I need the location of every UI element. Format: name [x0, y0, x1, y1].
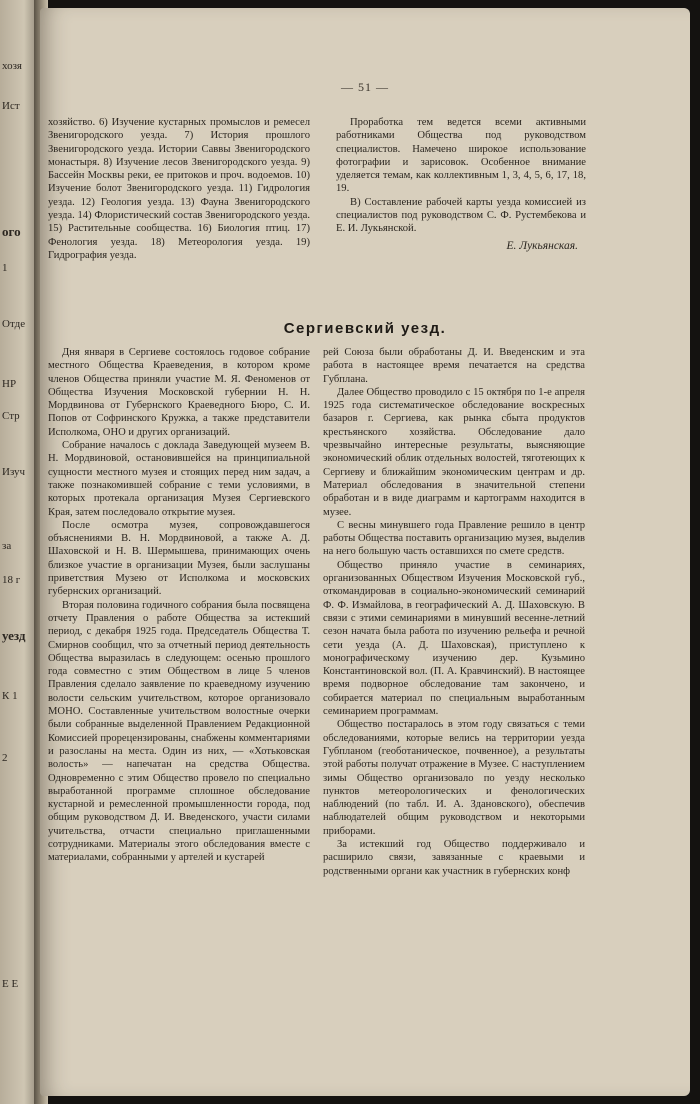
margin-fragment: за — [2, 540, 12, 552]
paragraph: В) Составление рабочей карты уезда комиссией из специалистов под руководством С. Ф. Рустембекова и Е. И. Лукьянской. — [336, 196, 586, 235]
page-number: — 51 — — [341, 80, 389, 94]
left-column — [48, 346, 310, 865]
top-left-column — [48, 116, 310, 262]
paragraph: рей Союза были обработаны Д. И. Введенским и эта работа в настоящее время печатается на средства Губплана. — [323, 347, 585, 385]
book-page — [40, 8, 690, 1096]
paragraph: Собрание началось с доклада Заведующей музеем В. Н. Мордвиновой, остановившейся на принципиальной сущности местного музея и стоящих перед ним задач, а также познакомившей собрание с теми условиями, в которых протекала организация Музея Сергиевского Края, затем последовало открытие музея. — [48, 440, 310, 518]
margin-fragment: Изуч — [2, 466, 26, 478]
margin-fragment: Отде — [2, 318, 26, 330]
margin-fragment: Ист — [2, 100, 20, 112]
paragraph: За истекший год Общество поддерживало и расширило связи, завязанные с краевыми и родственными органи как участник в губернских конф — [323, 838, 585, 877]
margin-fragment: 2 — [2, 752, 8, 764]
paragraph: С весны минувшего года Правление решило в центр работы Общества поставить организацию музея, выделив на него большую часть оставшихся по смете средств. — [323, 519, 585, 558]
paragraph: Дня января в Сергиеве состоялось годовое собрание местного Общества Краеведения, в котором кроме членов Общества приняли участие М. Я. Феноменов от Общества Изучения Московской губернии Н. Н. Мордвинова от Губернского Краеведного Бюро, С. И. Попов от Софринского Кружка, а также представители Исполкома, ОНО и других организаций. — [48, 347, 310, 438]
margin-fragment: ого — [2, 224, 21, 239]
margin-fragment: Е Е — [2, 978, 19, 990]
paragraph: Общество приняло участие в семинариях, организованных Обществом Изучения Московской губ., откомандировав в социально-экономический семинарий Ф. Ф. Измайлова, в географический А. Д. Шаховскую. В связи с этими семинариями в минувший весенне-летний сезон начата была работа по изучению рельефа и речной сети уезда (А. Д. Шаховская), приступлено к монографическому изучению дер. Кузьмино Константиновской вол. (П. А. Кравчинский). В настоящее время подворное обследование там закончено, и собирается материал по специальным выработанным семинарием программам. — [323, 559, 585, 718]
author-signature: Е. Лукьянская. — [506, 239, 578, 252]
topics-list: хозяйство. 6) Изучение кустарных промыслов и ремесел Звенигородского уезда. 7) История прошлого Звенигородского уезда. Истории Саввы Звенигородского монастыря. 8) Изучение лесов Звенигородского уезда. 9) Бассейн Москвы реки, ее притоков и проч. водоемов. 10) Изучение болот Звенигородского уезда. 11) Гидрология уезда. 12) Геология уезда. 13) Фауна Звенигородского уезда. 14) Флористический состав Звенигородского уезда. 15) Растительные сообщества. 16) Биология птиц. 17) Фенология уезда. 18) Метеорология уезда. 19) Гидрография уезда. — [48, 117, 310, 261]
paragraph: Общество постаралось в этом году связаться с теми обследованиями, которые велись на территории уезда Губпланом (геоботаническое, почвенное), а результаты этой работы получат отражение в Музее. С наступлением зимы Общество организовало по уезду несколько пунктов метеорологических и фенологических наблюдений (по табл. И. А. Здановского), обеспечив наблюдателей общим руководством и некоторыми приборами. — [323, 719, 585, 837]
margin-fragment: Стр — [2, 410, 20, 422]
margin-fragment: НР — [2, 378, 17, 390]
paragraph: Вторая половина годичного собрания была посвящена отчету Правления о работе Общества за истекший период, с декабря 1925 года. Председатель Общества Т. Смирнов сообщил, что за отчетный период деятельность Общества выразилась в следующем: осенью прошлого года совместно с этим Обществом в лице 5 членов Правления сделало заявление по краеведному изучению волости сельским учительством, которое организовало МОНО. Составленные учительством волостные очерки были собранные выделенной Правлением Редакционной Комиссией прорецензированы, снабжены комментариями и разосланы на места. Один из них, — «Хотьковская волость» — напечатан на средства Общества. Одновременно с этим Общество провело по специально выработанной программе сплошное обследование кустарной и ремесленной промышленности города, под общим руководством Д. И. Введенского, участи силами учительства, отчасти специально приглашенными сотрудниками. Материалы этого обследования вместе с материалами, собранными у артелей и кустарей — [48, 599, 310, 864]
margin-fragment: 18 г — [2, 574, 21, 586]
margin-fragment: хозя — [2, 60, 22, 72]
margin-fragment: К 1 — [2, 690, 18, 702]
margin-fragment: уезд — [2, 628, 26, 643]
margin-fragment: 1 — [2, 262, 8, 274]
top-right-column — [336, 116, 586, 253]
paragraph: После осмотра музея, сопровождавшегося объяснениями В. Н. Мордвиновой, а также А. Д. Шаховской и Н. В. Шермышева, принимающих очень близкое участие в организации Музея, были заслушаны приветствия Музею от Исполкома и московских губернских организаций. — [48, 519, 310, 598]
section-heading: Сергиевский уезд. — [283, 320, 447, 337]
paragraph: Далее Общество проводило с 15 октября по 1-е апреля 1925 года систематическое обследование воскресных базаров г. Сергиева, как рынка сбыта продуктов крестьянского хозяйства. Обследование дало чрезвычайно интересные результаты, выясняющие экономический облик отдельных волостей, тяготеющих к Сергиеву и ближайшим экономическим центрам и др. Материал обследования в значительной степени обработан и в виде диаграмм и картограмм находится в музее. — [323, 386, 585, 518]
right-column — [323, 346, 585, 878]
paragraph: Проработка тем ведется всеми активными работниками Общества под руководством специалистов. Намечено широкое использование фотографии и зарисовок. Особенное внимание уделяется темам, как коллективным 1, 3, 4, 5, 6, 17, 18, 19. — [336, 117, 586, 195]
